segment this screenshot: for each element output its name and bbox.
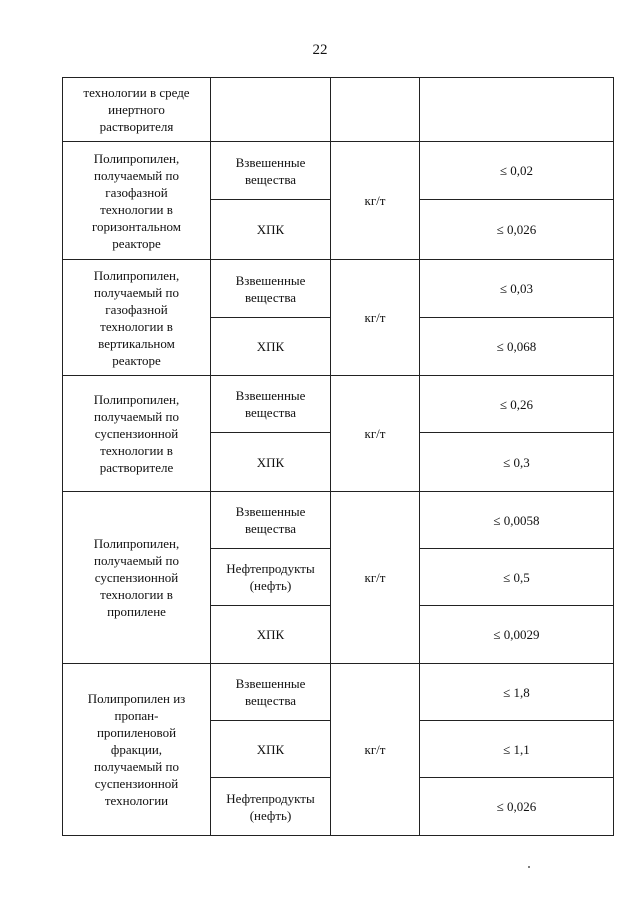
unit-cell xyxy=(331,78,420,142)
indicator-cell: Взвешенные вещества xyxy=(211,492,331,549)
product-cell: Полипропилен, получаемый по газофазной технологии в горизонтальном реакторе xyxy=(63,142,211,260)
unit-cell: кг/т xyxy=(331,142,420,260)
value-cell: ≤ 0,0058 xyxy=(420,492,614,549)
indicator-cell: ХПК xyxy=(211,200,331,260)
unit-cell: кг/т xyxy=(331,376,420,492)
unit-cell: кг/т xyxy=(331,492,420,664)
indicator-cell: Взвешенные вещества xyxy=(211,260,331,318)
discharge-norms-table xyxy=(62,77,614,836)
product-cell: технологии в среде инертного растворителя xyxy=(63,78,211,142)
value-cell: ≤ 0,068 xyxy=(420,318,614,376)
value-cell: ≤ 0,26 xyxy=(420,376,614,433)
unit-cell: кг/т xyxy=(331,260,420,376)
value-cell: ≤ 1,1 xyxy=(420,721,614,778)
value-cell: ≤ 1,8 xyxy=(420,664,614,721)
unit-cell: кг/т xyxy=(331,664,420,836)
product-cell: Полипропилен, получаемый по газофазной технологии в вертикальном реакторе xyxy=(63,260,211,376)
value-cell: ≤ 0,02 xyxy=(420,142,614,200)
value-cell: ≤ 0,3 xyxy=(420,433,614,492)
indicator-cell xyxy=(211,78,331,142)
indicator-cell: ХПК xyxy=(211,606,331,664)
table-row xyxy=(63,260,614,318)
indicator-cell: ХПК xyxy=(211,721,331,778)
table-row xyxy=(63,376,614,433)
value-cell: ≤ 0,03 xyxy=(420,260,614,318)
table-row xyxy=(63,142,614,200)
product-cell: Полипропилен, получаемый по суспензионной технологии в растворителе xyxy=(63,376,211,492)
product-cell: Полипропилен, получаемый по суспензионной технологии в пропилене xyxy=(63,492,211,664)
value-cell: ≤ 0,5 xyxy=(420,549,614,606)
indicator-cell: Нефтепродукты (нефть) xyxy=(211,549,331,606)
value-cell: ≤ 0,026 xyxy=(420,778,614,836)
page-number: 22 xyxy=(312,42,328,58)
indicator-cell: Нефтепродукты (нефть) xyxy=(211,778,331,836)
table-body xyxy=(63,78,614,836)
indicator-cell: Взвешенные вещества xyxy=(211,664,331,721)
value-cell xyxy=(420,78,614,142)
indicator-cell: Взвешенные вещества xyxy=(211,376,331,433)
scan-speck xyxy=(528,866,530,868)
table-row-continuation xyxy=(63,78,614,142)
table-row xyxy=(63,492,614,549)
product-cell: Полипропилен из пропан- пропиленовой фракции, получаемый по суспензионной технологии xyxy=(63,664,211,836)
indicator-cell: Взвешенные вещества xyxy=(211,142,331,200)
table-row xyxy=(63,664,614,721)
indicator-cell: ХПК xyxy=(211,433,331,492)
value-cell: ≤ 0,0029 xyxy=(420,606,614,664)
indicator-cell: ХПК xyxy=(211,318,331,376)
value-cell: ≤ 0,026 xyxy=(420,200,614,260)
